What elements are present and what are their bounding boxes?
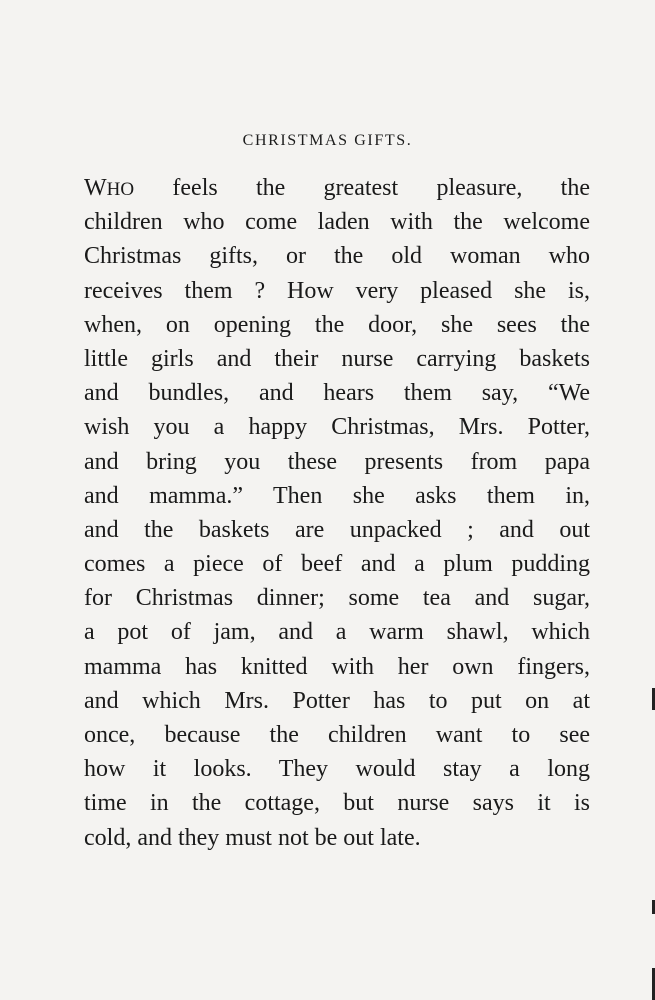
paragraph-line-last: cold, and they must not be out late. [84,824,421,851]
drop-initial: W [84,175,107,201]
paragraph-line: when, on opening the door, she sees the [84,311,590,338]
paragraph-line: mamma has knitted with her own fingers, [84,653,590,680]
paragraph-line: how it looks. They would stay a long [84,756,590,783]
paragraph-line: wish you a happy Christmas, Mrs. Potter, [84,414,590,441]
paragraph-line: comes a piece of beef and a plum pudding [84,551,590,578]
paragraph-line: receives them ? How very pleased she is, [84,277,590,304]
paragraph-line: little girls and their nurse carrying baskets [84,345,590,372]
running-head: CHRISTMAS GIFTS. [242,132,413,149]
paragraph-line: and bundles, and hears them say, “We [84,380,590,407]
paragraph-line: and bring you these presents from papa [84,448,590,475]
paragraph-line: Christmas gifts, or the old woman who [84,243,590,270]
paragraph-line: children who come laden with the welcome [84,209,590,236]
paragraph-line: once, because the children want to see [84,722,590,748]
paragraph-line: time in the cottage, but nurse says it is [84,790,590,817]
paragraph-line: and the baskets are unpacked ; and out [84,516,590,543]
body-paragraph [84,171,590,855]
paragraph-line: a pot of jam, and a warm shawl, which [84,619,590,646]
paragraph-line: for Christmas dinner; some tea and sugar, [84,585,590,612]
first-line-text: feels the greatest pleasure, the [172,175,590,201]
paragraph-line: and which Mrs. Potter has to put on at [84,687,590,714]
paragraph-line-first [84,171,590,205]
small-caps-word: HO [106,179,135,200]
paragraph-line: and mamma.” Then she asks them in, [84,482,590,509]
